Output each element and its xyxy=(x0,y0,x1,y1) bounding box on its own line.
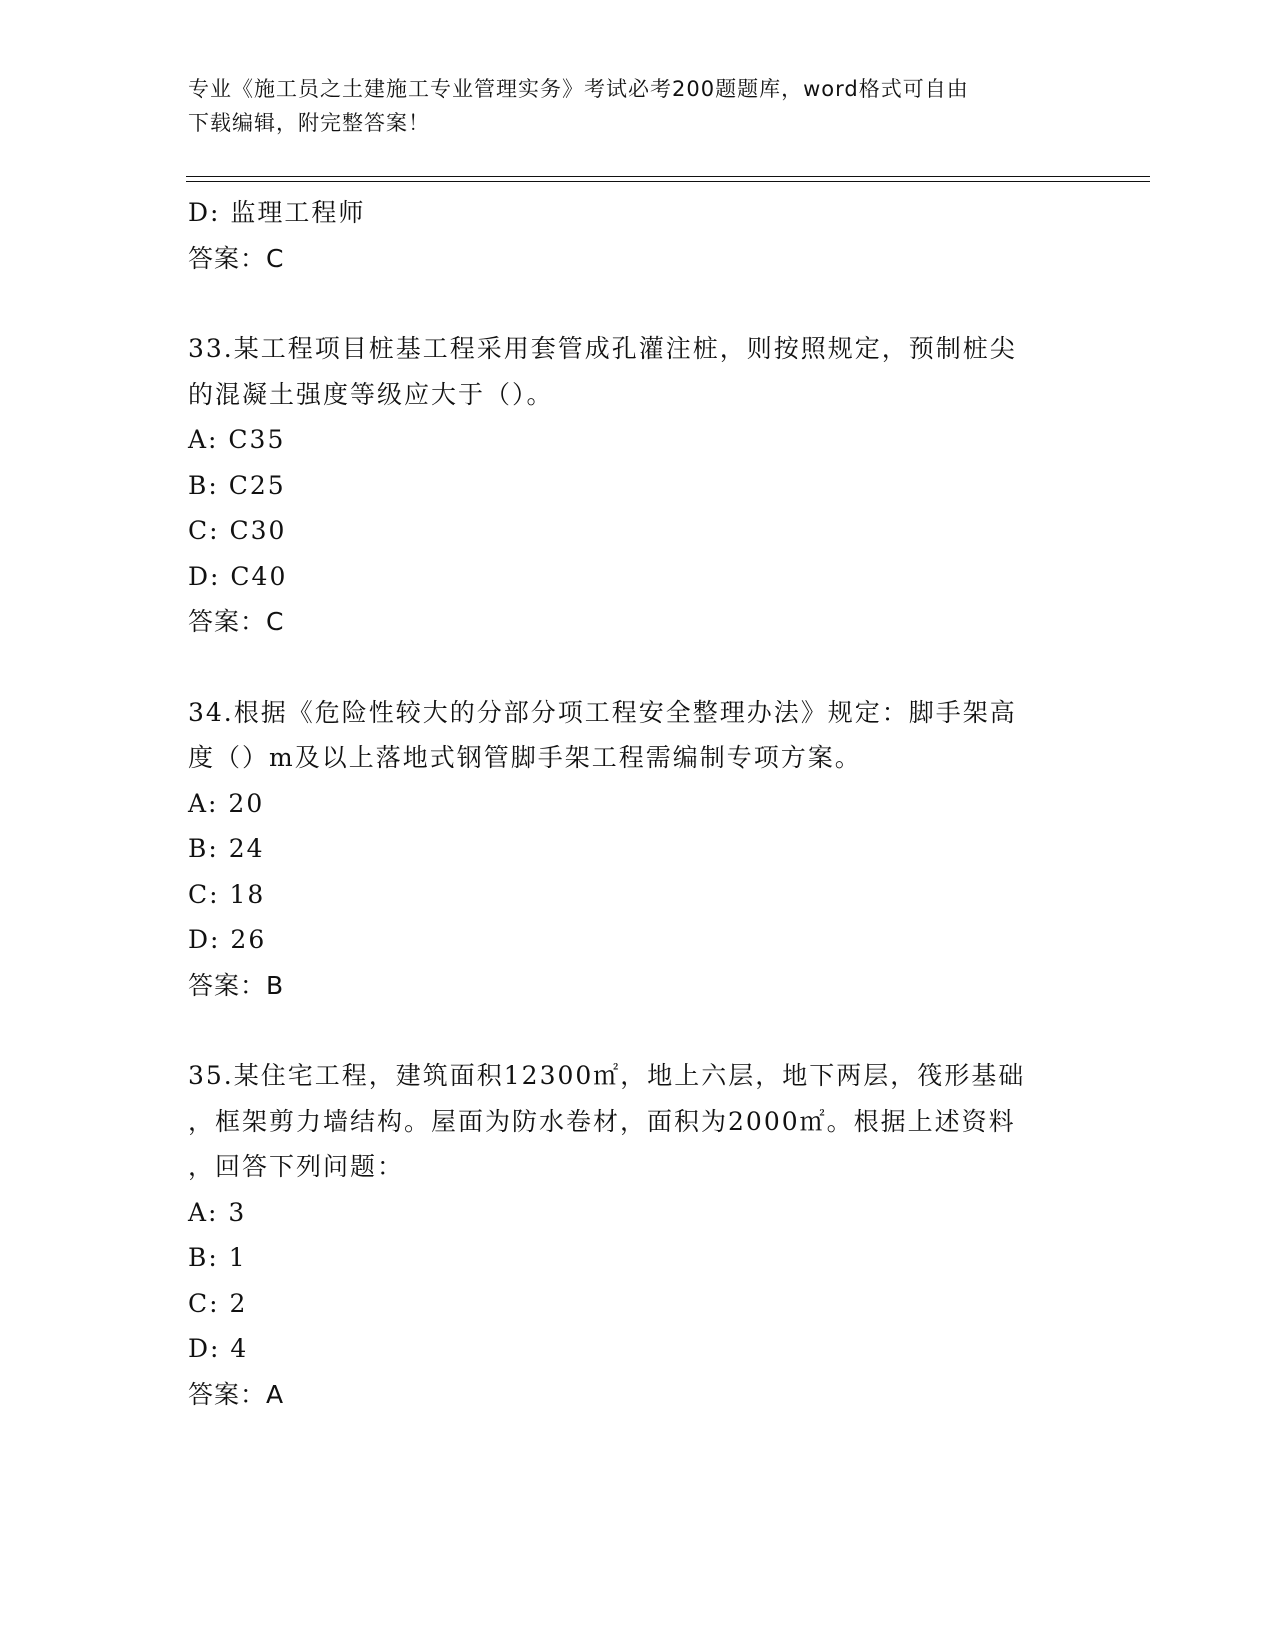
document-body xyxy=(188,190,1088,1417)
answer-line: 答案：C xyxy=(188,607,285,636)
option-b: B: 24 xyxy=(188,834,265,863)
option-d: D: C40 xyxy=(188,561,288,591)
header-divider-top xyxy=(186,176,1150,177)
header-line-2: 下载编辑，附完整答案！ xyxy=(188,111,430,135)
answer-line: 答案：C xyxy=(188,243,285,273)
question-text-line: 34.根据《危险性较大的分部分项工程安全整理办法》规定：脚手架高 xyxy=(188,697,1017,727)
option-c: C: C30 xyxy=(188,516,287,545)
question-text-line: 的混凝土强度等级应大于（）。 xyxy=(188,379,554,409)
question-33 xyxy=(188,326,1088,645)
header-divider-bottom xyxy=(186,181,1150,182)
option-d: D: 4 xyxy=(188,1334,249,1363)
question-34 xyxy=(188,690,1088,1009)
option-c: C: 18 xyxy=(188,879,266,909)
question-text xyxy=(188,1053,1088,1190)
option-d: D: 监理工程师 xyxy=(188,198,366,227)
option-b: B: C25 xyxy=(188,470,286,500)
question-text xyxy=(188,326,1088,417)
answer-line: 答案：A xyxy=(188,1379,285,1409)
question-text-line: ，回答下列问题： xyxy=(188,1152,405,1181)
question-35 xyxy=(188,1053,1088,1417)
question-text-line: 度（）m及以上落地式钢管脚手架工程需编制专项方案。 xyxy=(188,743,862,772)
question-text xyxy=(188,690,1088,781)
option-a: A: 20 xyxy=(188,788,265,818)
question-text-line: 35.某住宅工程，建筑面积12300㎡，地上六层，地下两层，筏形基础 xyxy=(188,1061,1026,1090)
carryover-question xyxy=(188,190,1088,281)
page-header xyxy=(188,72,1088,140)
option-a: A: C35 xyxy=(188,425,286,454)
question-text-line: 33.某工程项目桩基工程采用套管成孔灌注桩，则按照规定，预制桩尖 xyxy=(188,334,1017,363)
option-a: A: 3 xyxy=(188,1197,247,1227)
answer-line: 答案：B xyxy=(188,970,285,1000)
option-b: B: 1 xyxy=(188,1243,247,1272)
option-c: C: 2 xyxy=(188,1288,248,1318)
header-line-1: 专业《施工员之土建施工专业管理实务》考试必考200题题库，word格式可自由 xyxy=(188,77,969,101)
question-text-line: ，框架剪力墙结构。屋面为防水卷材，面积为2000㎡。根据上述资料 xyxy=(188,1106,1016,1136)
option-d: D: 26 xyxy=(188,925,267,954)
